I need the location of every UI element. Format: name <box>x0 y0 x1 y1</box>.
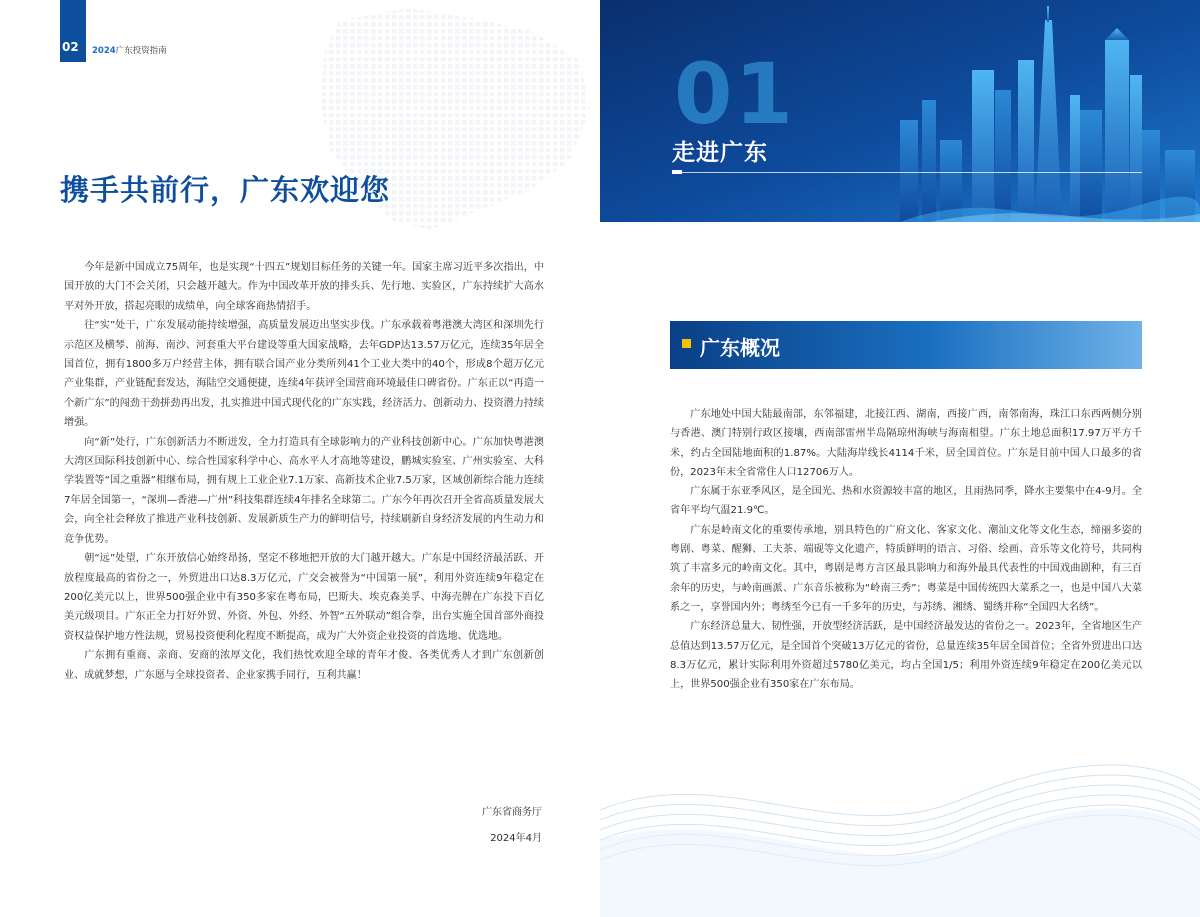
section-title: 广东概况 <box>700 336 780 360</box>
chapter-title: 走进广东 <box>672 140 768 166</box>
welcome-paragraph: 往“实”处干，广东发展动能持续增强，高质量发展迈出坚实步伐。广东承载着粤港澳大湾区和深圳先行示范区及横琴、前海、南沙、河套重大平台建设等重大国家战略，去年GDP达13.57万亿元，连续35年居全国首位，拥有1800多万户经营主体，拥有联合国产业分类所列41个工业大类中的40个，形成8个超万亿元产业集群，产业链配套发达，海陆空交通便捷，连续4年获评全国营商环境最佳口碑省份。广东正以“再造一个新广东”的闯劲干劲拼劲再出发，扎实推进中国式现代化的广东实践，经济活力、创新动力、投资潜力持续增强。 <box>64 320 544 429</box>
section-marker-square <box>682 339 691 348</box>
header-title: 广东投资指南 <box>115 46 167 56</box>
overview-paragraph: 广东经济总量大、韧性强，开放型经济活跃，是中国经济最发达的省份之一。2023年，全省地区生产总值达到13.57万亿元，是全国首个突破13万亿元的省份，总量连续35年居全国首位；全省外贸进出口达8.3万亿元，累计实际利用外资超过5780亿美元，均占全国1/5；利用外资连续9年稳定在200亿美元以上，世界500强企业有350家在广东布局。 <box>670 621 1142 691</box>
running-header <box>92 44 167 56</box>
signature-org: 广东省商务厅 <box>482 807 542 818</box>
welcome-paragraph: 今年是新中国成立75周年，也是实现“十四五”规划目标任务的关键一年。国家主席习近平多次指出，中国开放的大门不会关闭，只会越开越大。作为中国改革开放的排头兵、先行地、实验区，广东持续扩大高水平对外开放，搭起亮眼的成绩单，向全球客商热情招手。 <box>64 262 544 312</box>
signature-date: 2024年4月 <box>490 833 542 844</box>
right-page <box>600 0 1200 917</box>
welcome-paragraph: 朝“远”处望，广东开放信心始终昂扬，坚定不移地把开放的大门越开越大。广东是中国经济最活跃、开放程度最高的省份之一，外贸进出口达8.3万亿元，广交会被誉为“中国第一展”，利用外资连续9年稳定在200亿美元以上，世界500强企业中有350多家在粤布局，巴斯夫、埃克森美孚、中海壳牌在广东投下百亿美元级项目。广东正全力打好外贸、外资、外包、外经、外智“五外联动”组合拳，出台实施全国首部外商投资权益保护地方性法规，贸易投资便利化程度不断提高，成为广大外资企业投资的首选地、优选地。 <box>64 553 544 642</box>
chapter-divider-accent <box>672 170 682 174</box>
welcome-letter-body <box>64 258 544 685</box>
overview-paragraph: 广东是岭南文化的重要传承地，别具特色的广府文化、客家文化、潮汕文化等文化生态，缔丽多姿的粤剧、粤菜、醒狮、工夫茶、端砚等文化遗产，特质鲜明的语言、习俗、绘画、音乐等文化符号，共同构筑了丰富多元的岭南文化。其中，粤剧是粤方言区最具影响力和海外最具代表性的中国戏曲剧种，有三百余年的历史，与岭南画派、广东音乐被称为“岭南三秀”；粤菜是中国传统四大菜系之一，也是中国八大菜系之一，享誉国内外；粤绣至今已有一千多年的历史，与苏绣、湘绣、蜀绣并称“全国四大名绣”。 <box>670 524 1142 613</box>
header-year: 2024 <box>92 46 116 56</box>
welcome-title: 携手共前行，广东欢迎您 <box>60 173 391 207</box>
chapter-divider <box>672 172 1142 173</box>
welcome-paragraph: 向“新”处行，广东创新活力不断迸发，全力打造具有全球影响力的产业科技创新中心。广东加快粤港澳大湾区国际科技创新中心、综合性国家科学中心、高水平人才高地等建设，鹏城实验室、广州实验室、大科学装置等“国之重器”相继布局，拥有规上工业企业7.1万家、高新技术企业7.5万家，区域创新综合能力连续7年居全国第一，“深圳—香港—广州”科技集群连续4年排名全球第二。广东今年再次召开全省高质量发展大会，向全社会释放了推进产业科技创新、发展新质生产力的鲜明信号，持续刷新自身经济发展的内生动力和竞争优势。 <box>64 436 544 545</box>
section-heading-bar <box>670 321 1142 369</box>
overview-paragraph: 广东属于东亚季风区，是全国光、热和水资源较丰富的地区，且雨热同季，降水主要集中在4-9月。全省年平均气温21.9℃。 <box>670 486 1142 517</box>
signature-block <box>482 800 542 852</box>
overview-paragraph: 广东地处中国大陆最南部，东邻福建，北接江西、湖南，西接广西，南邻南海，珠江口东西两侧分别与香港、澳门特别行政区接壤，西南部雷州半岛隔琼州海峡与海南相望。广东土地总面积17.97万平方千米，约占全国陆地面积的1.87%。大陆海岸线长4114千米，居全国首位。广东是目前中国人口最多的省份，2023年末全省常住人口12706万人。 <box>670 409 1142 478</box>
welcome-paragraph: 广东拥有重商、亲商、安商的浓厚文化，我们热忱欢迎全球的青年才俊、各类优秀人才到广东创新创业、成就梦想，广东愿与全球投资者、企业家携手同行，互利共赢！ <box>64 650 544 681</box>
guangdong-dot-map-decoration <box>300 0 600 260</box>
overview-body <box>670 405 1142 694</box>
chapter-banner <box>600 0 1200 222</box>
page-number: 02 <box>62 40 79 54</box>
chapter-number: 01 <box>674 45 795 143</box>
wave-decoration <box>600 700 1200 917</box>
